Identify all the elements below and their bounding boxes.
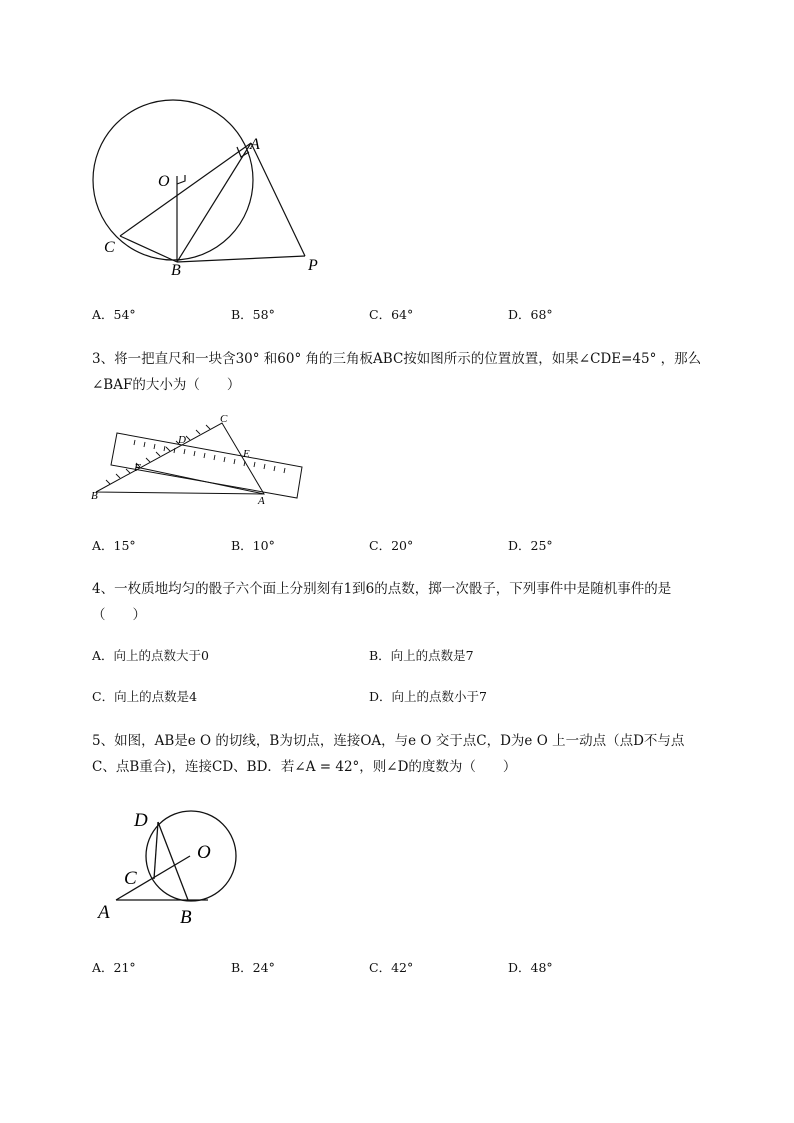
q3-option-b: B．10° <box>231 538 275 553</box>
label-P: P <box>308 257 318 274</box>
label-A: A <box>98 902 110 923</box>
q3-option-c: C．20° <box>369 538 414 553</box>
label-A: A <box>258 495 265 507</box>
q3-text-line1: 3、将一把直尺和一块含30° 和60° 角的三角板ABC按如图所示的位置放置，如果∠CDE=45° ，那么 <box>92 351 702 367</box>
label-B: B <box>91 490 98 502</box>
circle-tangent-figure <box>85 90 335 285</box>
q2-option-b: B．58° <box>231 307 275 322</box>
label-B: B <box>180 907 192 928</box>
label-F: F <box>134 462 141 474</box>
ruler-triangle-figure <box>88 412 313 507</box>
q3-option-d: D．25° <box>508 538 553 553</box>
q5-option-c: C．42° <box>369 960 414 975</box>
q5-option-b: B．24° <box>231 960 275 975</box>
q4-text-line1: 4、一枚质地均匀的骰子六个面上分别刻有1到6的点数，掷一次骰子，下列事件中是随机事件的是 <box>92 581 672 597</box>
q4-option-c: C．向上的点数是4 <box>92 689 198 704</box>
label-C: C <box>124 868 137 889</box>
label-C: C <box>104 239 115 256</box>
label-D: D <box>178 434 186 446</box>
tangent-circle-figure <box>95 800 245 930</box>
label-O: O <box>158 173 170 190</box>
label-C: C <box>220 413 228 425</box>
label-O: O <box>197 842 211 863</box>
q2-option-c: C．64° <box>369 307 414 322</box>
label-B: B <box>171 262 181 279</box>
q5-option-d: D．48° <box>508 960 553 975</box>
label-D: D <box>134 810 148 831</box>
q3-option-a: A．15° <box>92 538 136 553</box>
q4-option-b: B．向上的点数是7 <box>369 648 474 663</box>
q2-option-d: D．68° <box>508 307 553 322</box>
q4-text-line2: （ ） <box>92 607 146 623</box>
q5-option-a: A．21° <box>92 960 136 975</box>
q3-text-line2: ∠BAF的大小为（ ） <box>92 377 241 393</box>
label-A: A <box>250 136 260 153</box>
label-E: E <box>243 448 250 460</box>
q4-option-d: D．向上的点数小于7 <box>369 689 487 704</box>
q4-option-a: A．向上的点数大于0 <box>92 648 209 663</box>
q2-option-a: A．54° <box>92 307 136 322</box>
q5-text-line1: 5、如图，AB是e O 的切线，B为切点，连接OA，与e O 交于点C，D为e O 上一动点（点D不与点 <box>92 733 685 749</box>
q5-text-line2: C、点B重合)，连接CD、BD．若∠A = 42°，则∠D的度数为（ ） <box>92 759 517 775</box>
